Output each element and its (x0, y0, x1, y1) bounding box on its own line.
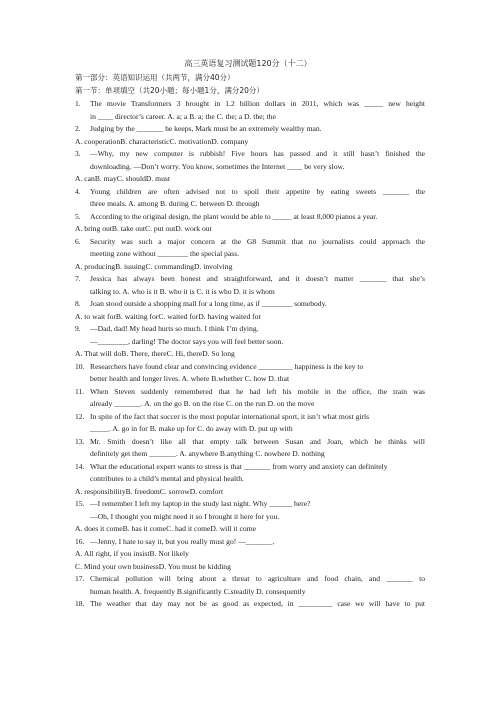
question-continuation (75, 136, 425, 149)
question-continuation (75, 586, 425, 599)
question-line (75, 598, 425, 611)
question-text: —Why, my new computer is rubbish! Five hours has passed and it still hasn’t finished the (90, 149, 425, 158)
question-continuation (75, 286, 425, 299)
question-line (75, 236, 425, 249)
question-continuation (75, 486, 425, 499)
answer-option: B. There, there (121, 349, 167, 358)
answer-option: A. cooperation (75, 136, 121, 146)
question-line (75, 536, 425, 549)
question-line (75, 361, 425, 374)
question-text: human health. A. frequently B.significantly C.steadily D. consequently (90, 586, 306, 596)
question-line (75, 436, 425, 449)
question-continuation (75, 448, 425, 461)
question-line (75, 298, 425, 311)
question-continuation (75, 561, 425, 574)
question-continuation (75, 373, 425, 386)
question-number: 6. (75, 236, 81, 246)
question-continuation (75, 198, 425, 211)
question-text: Joan stood outside a shopping mall for a long time, as if ________ somebody. (90, 299, 327, 308)
question-number: 8. (75, 299, 81, 308)
question-continuation (75, 473, 425, 486)
question-text: definitely get them _______. A. anywhere B.anything C. nowhere D. nothing (90, 449, 325, 458)
answer-option: A. All right, if you insist (75, 549, 150, 558)
question-text: Chemical pollution will bring about a threat to agriculture and food chain, and _______ to (90, 574, 425, 583)
question-line (75, 98, 425, 111)
answer-option: D. involving (193, 261, 233, 271)
question-continuation (75, 111, 425, 124)
question-line (75, 148, 425, 161)
answer-option: A. does it come (75, 524, 123, 533)
question-text: _____. A. go in for B. make up for C. do away with D. put up with (90, 424, 293, 433)
answer-option: B. freedom (125, 486, 160, 496)
answer-option: A. That will do (75, 349, 122, 358)
question-line (75, 386, 425, 399)
question-number: 4. (75, 186, 81, 196)
answer-option: A. responsibility (75, 486, 126, 496)
question-continuation (75, 423, 425, 436)
answer-option: C. Mind your own business (75, 561, 159, 571)
question-continuation (75, 336, 425, 349)
question-continuation (75, 511, 425, 524)
answer-option: B. characteristic (120, 136, 170, 146)
question-number: 1. (75, 99, 81, 108)
question-continuation (75, 348, 425, 361)
answer-option: D. You must be kidding (158, 561, 231, 571)
question-number: 11. (75, 386, 85, 396)
question-line (75, 273, 425, 286)
question-line (75, 498, 425, 511)
section-heading: 第一节：单项填空（共20小题；每小题1分，满分20分） (75, 86, 264, 95)
question-line (75, 411, 425, 424)
question-continuation (75, 248, 425, 261)
question-list (75, 98, 425, 611)
question-line (75, 186, 425, 199)
question-number: 17. (75, 574, 85, 583)
question-text: —Jenny, I hate to say it, but you really must go! —_______. (90, 536, 275, 546)
question-text: Mr. Smith doesn’t like all that empty talk between Susan and Joan, which he thinks will (90, 436, 425, 446)
answer-option: D. having waited for (198, 311, 262, 321)
answer-option: C. Hi, there (166, 349, 203, 358)
question-line (75, 323, 425, 336)
answer-option: C. motivation (169, 136, 212, 146)
answer-option: C. sorrow (159, 486, 190, 496)
answer-option: A. producing (75, 261, 116, 271)
question-line (75, 211, 425, 224)
question-text: Jessica has always been honest and straightforward, and it doesn’t matter _______ that she’s (90, 274, 425, 283)
answer-option: A. bring out (75, 224, 112, 233)
answer-option: D. work out (175, 224, 212, 233)
question-text: —Dad, dad! My head hurts so much. I think I’m dying. (90, 324, 259, 333)
question-continuation (75, 161, 425, 174)
answer-option: C. commanding (145, 261, 194, 271)
answer-option: B. take out (111, 224, 146, 233)
question-number: 7. (75, 274, 81, 283)
answer-option: B. has it come (122, 524, 167, 533)
question-text: —________, darling! The doctor says you will feel better soon. (90, 336, 284, 346)
question-continuation (75, 311, 425, 324)
question-number: 15. (75, 499, 85, 508)
question-text: In spite of the fact that soccer is the most popular international sport, it isn’t what most girls (90, 411, 370, 421)
question-continuation (75, 548, 425, 561)
question-number: 12. (75, 411, 85, 421)
answer-option: D. will it come (210, 524, 256, 533)
question-number: 9. (75, 324, 81, 333)
answer-option: A. can (75, 174, 95, 183)
question-continuation (75, 261, 425, 274)
question-text: Young children are often advised not to spoil their appetite by eating sweets _______ the (90, 186, 425, 196)
question-text: When Steven suddenly remembered that he had left his mobile in the office, the train was (90, 386, 425, 396)
question-continuation (75, 173, 425, 186)
question-continuation (75, 398, 425, 411)
question-number: 14. (75, 461, 85, 471)
question-text: The movie Transformers 3 brought in 1.2 billion dollars in 2011, which was _____ new height (90, 99, 425, 108)
answer-option: C. had it come (166, 524, 211, 533)
question-text: What the educational expert wants to stress is that _______ from worry and anxiety can definitely (90, 461, 388, 471)
answer-option: B. may (94, 174, 117, 183)
question-text: The weather that day may not be as good as expected, in _________ case we will have to put (90, 599, 425, 608)
answer-option: A. to wait for (75, 311, 116, 321)
answer-option: D. So long (202, 349, 235, 358)
question-text: According to the original design, the plant would be able to _____ at least 8,000 pianos a year. (90, 211, 378, 221)
question-number: 5. (75, 211, 81, 221)
question-text: Researchers have found clear and convincing evidence _________ happiness is the key to (90, 361, 364, 371)
question-text: —Oh, I thought you might need it so I brought it here for you. (90, 511, 280, 521)
question-number: 10. (75, 361, 85, 371)
question-text: —I remember I left my laptop in the study last night. Why ______ here? (90, 499, 311, 508)
question-number: 13. (75, 436, 85, 446)
answer-option: D. comfort (189, 486, 224, 496)
question-line (75, 573, 425, 586)
question-text: downloading. —Don’t worry. You know, sometimes the Internet ____ be very slow. (90, 161, 345, 171)
question-text: better health and longer lives. A. where B.whether C. how D. that (90, 374, 290, 383)
question-text: in ____ director’s career. A. a; a B. a; the C. the; a D. the; the (90, 111, 276, 121)
question-line (75, 123, 425, 136)
page-title: 高三英语复习测试题120分（十二） (184, 59, 312, 68)
question-number: 16. (75, 536, 85, 546)
question-number: 2. (75, 124, 81, 133)
answer-option: B. waiting for (115, 311, 159, 321)
question-text: meeting zone without ________ the special pass. (90, 249, 240, 258)
answer-option: D. must (145, 174, 170, 183)
question-text: talking to. A. who is it B. who it is C. it is who D. it is whom (90, 286, 275, 296)
question-text: Judging by the _______ he keeps, Mark must be an extremely wealthy man. (90, 124, 322, 133)
question-text: already _______. A. on the go B. on the rise C. on the run D. on the move (90, 399, 315, 408)
question-number: 3. (75, 149, 81, 158)
answer-option: C. put out (145, 224, 176, 233)
answer-option: B. issuing (115, 261, 146, 271)
question-continuation (75, 523, 425, 536)
question-text: three meals. A. among B. during C. between D. through (90, 199, 260, 208)
part-heading: 第一部分：英语知识运用（共两节，满分40分） (75, 73, 235, 82)
answer-option: D. company (211, 136, 249, 146)
question-line (75, 461, 425, 474)
answer-option: C. waited for (158, 311, 199, 321)
question-text: contributes to a child’s mental and physical health. (90, 474, 244, 483)
answer-option: B. Not likely (149, 549, 189, 558)
question-continuation (75, 223, 425, 236)
answer-option: C. should (116, 174, 146, 183)
question-number: 18. (75, 599, 85, 608)
question-text: Security was such a major concern at the G8 Summit that no journalists could approach the (90, 236, 425, 246)
